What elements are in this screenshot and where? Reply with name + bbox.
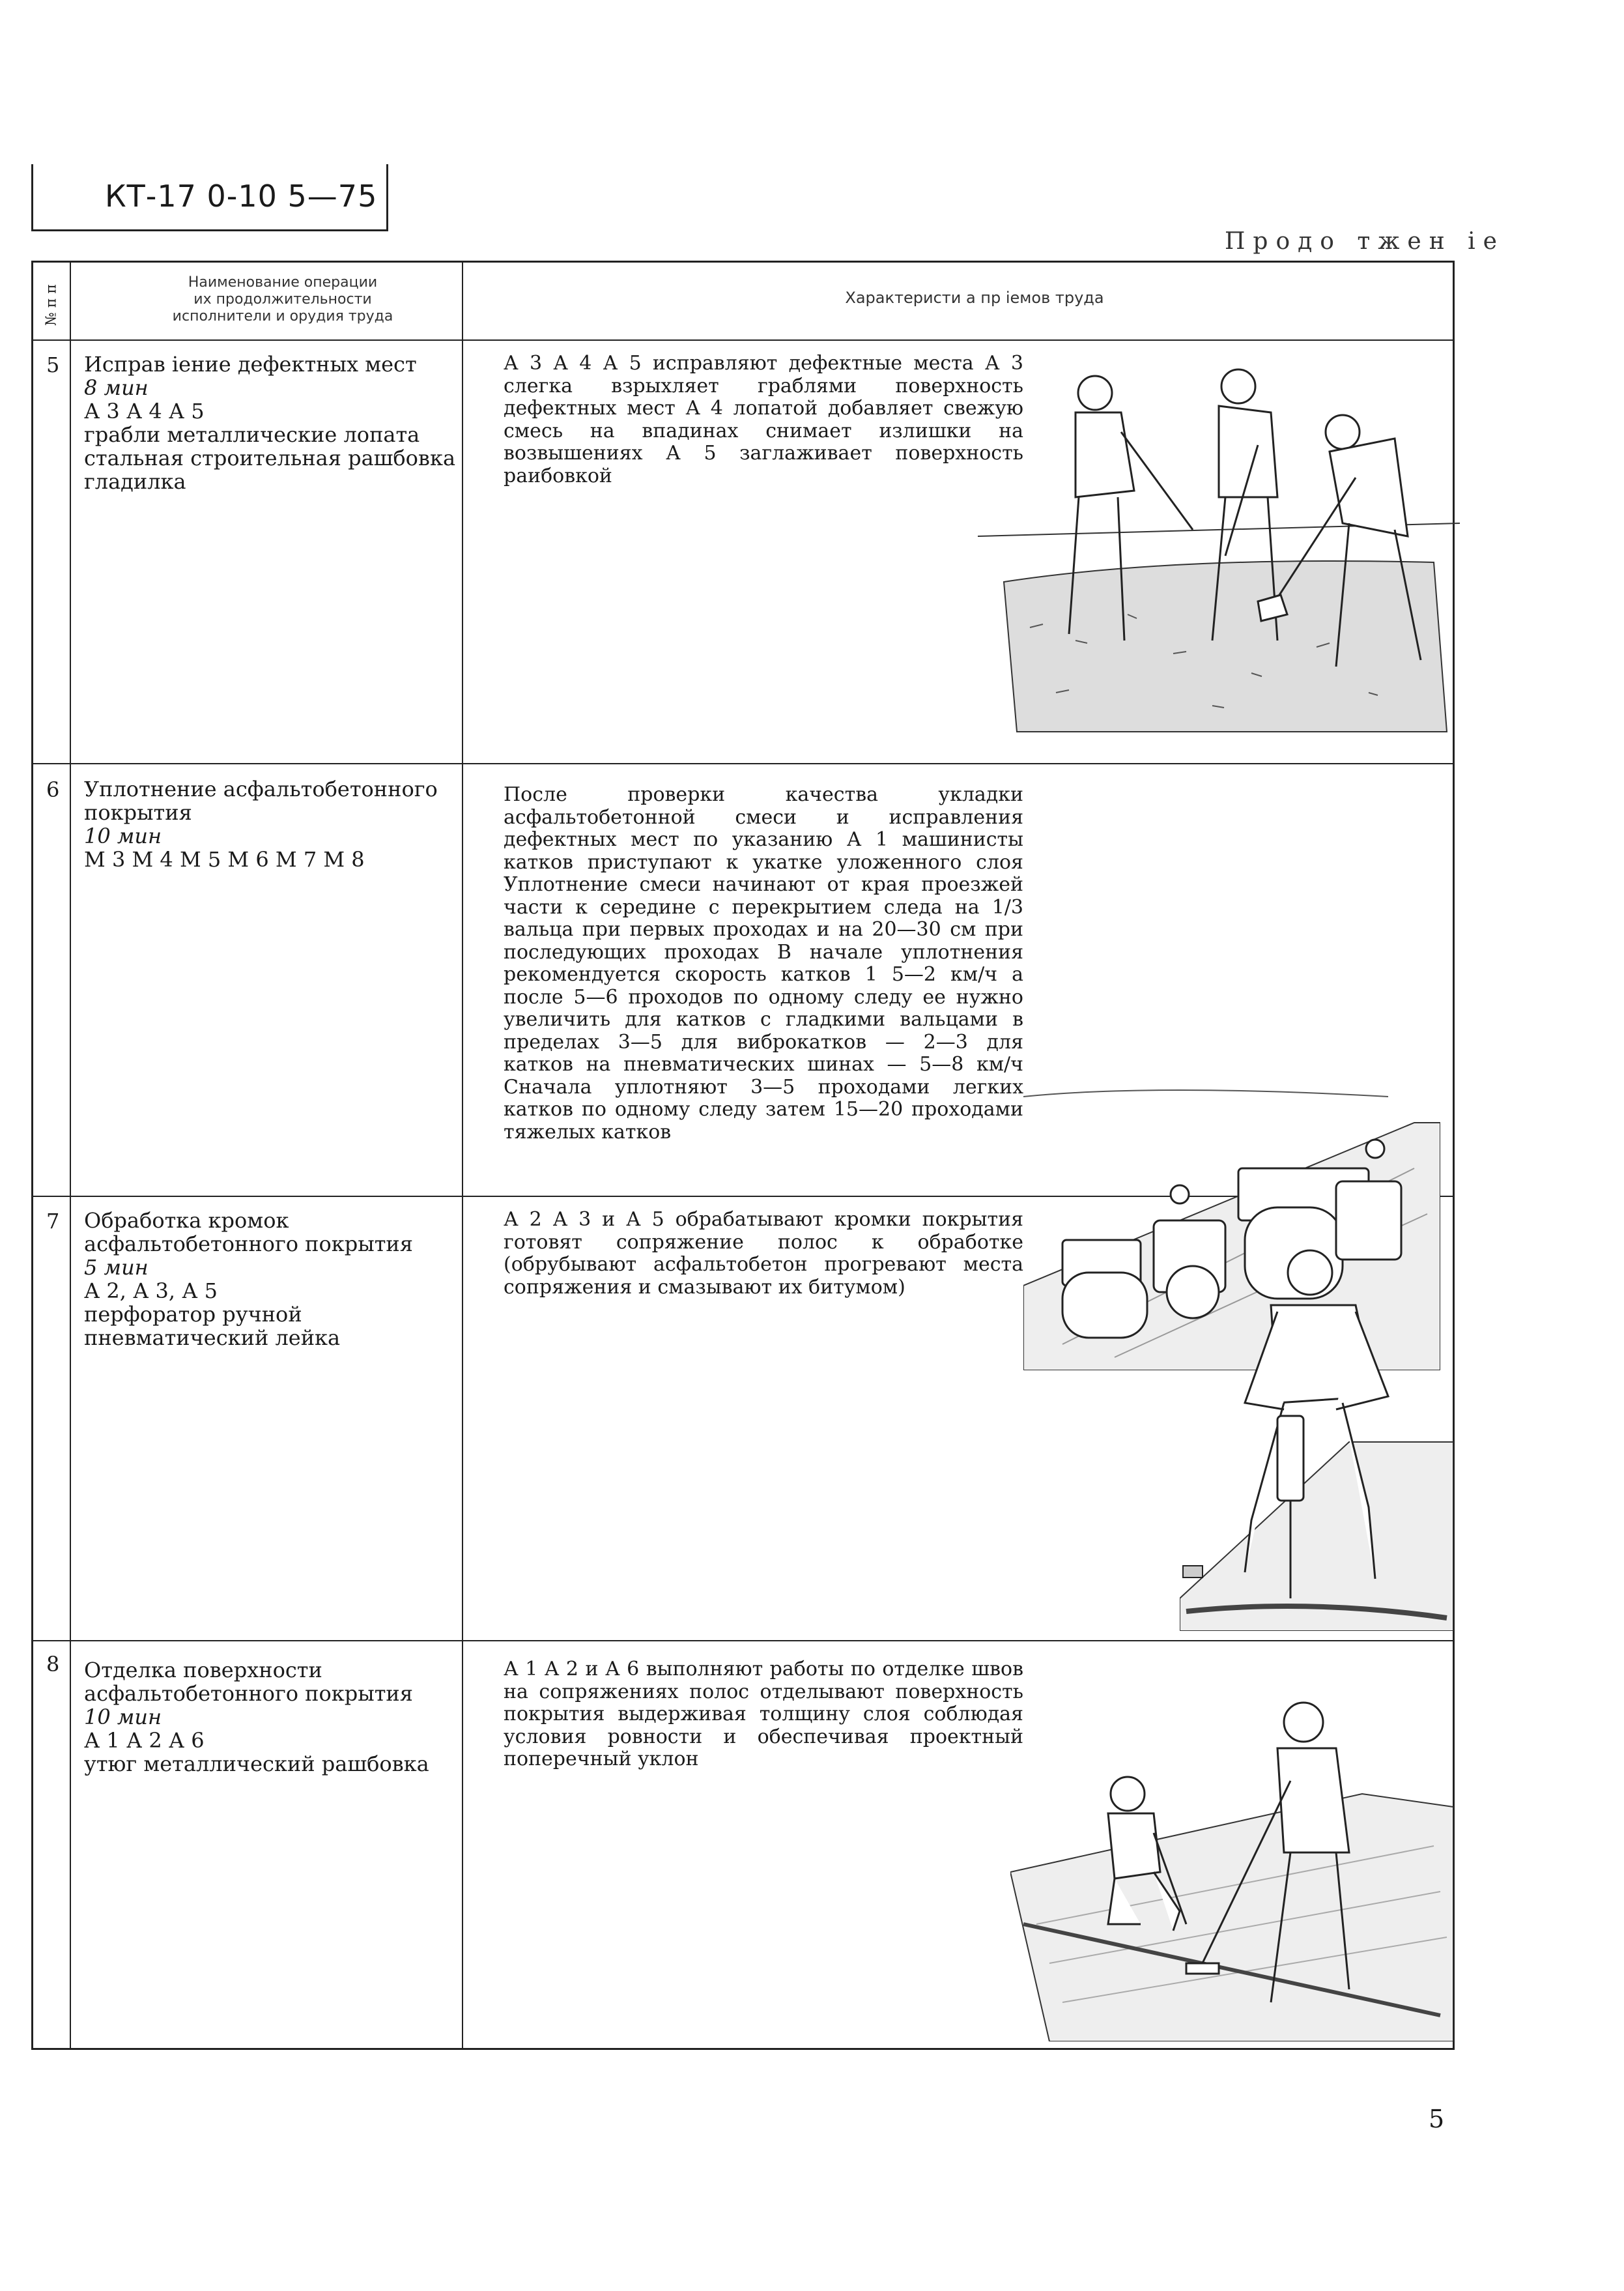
operation-name: Обработка кромок асфальтобетонного покрытия [84, 1208, 413, 1256]
page-number: 5 [1429, 2105, 1445, 2133]
characteristic-text: А 1 А 2 и А 6 выполняют работы по отделке швов на сопряжениях полос отделывают поверхность покрытия выдерживая толщину слоя соблюдая условия ровности и обеспечивая проектный поперечный уклон [504, 1658, 1023, 1770]
row-number: 8 [46, 1652, 60, 1677]
operation-tools: грабли металлические лопата стальная строительная рашбовка гладилка [84, 422, 463, 494]
operation-name: Уплотнение асфальтобетонного покрытия [84, 777, 444, 825]
operation-name: Исправ iение дефектных мест [84, 352, 417, 377]
continuation-label: Продо тжен ie [1225, 228, 1505, 255]
column-header-num: № п п [43, 283, 60, 326]
operation-duration: 10 мин [84, 1705, 162, 1729]
operation-performers: А 3 А 4 А 5 [84, 399, 205, 424]
surface-finishing-illustration [1010, 1677, 1453, 2041]
operation-cell [84, 353, 483, 493]
operation-cell [84, 777, 483, 871]
operations-table [31, 261, 1455, 2050]
operation-performers: А 2, А 3, А 5 [84, 1278, 218, 1303]
operation-duration: 8 мин [84, 375, 149, 400]
characteristic-text: А 2 А 3 и А 5 обрабатывают кромки покрытия готовят сопряжение полос к обработке (обрубывают асфальтобетон прогревают места сопряжения и смазывают их битумом) [504, 1208, 1023, 1299]
operation-cell [84, 1658, 483, 1776]
characteristic-text: После проверки качества укладки асфальтобетонной смеси и исправления дефектных мест по указанию А 1 машинисты катков приступают к укатке уложенного слоя Уплотнение смеси начинают от края проезжей части к середине с перекрытием следа на 1/3 вальца при первых проходах и на 20—30 см при последующих проходах В начале уплотнения рекомендуется скорость катков 1 5—2 км/ч а после 5—6 проходов по одному следу ее нужно увеличить для катков с гладкими вальцами в пределах 3—5 для виброкатков — 2—3 для катков на пневматических шинах — 5—8 км/ч Сначала уплотняют 3—5 проходами легких катков по одному следу затем 15—20 проходами тяжелых катков [504, 783, 1023, 1144]
operation-cell [84, 1209, 483, 1349]
operation-performers: А 1 А 2 А 6 [84, 1728, 205, 1753]
operation-performers: М 3 М 4 М 5 М 6 М 7 М 8 [84, 847, 365, 872]
operation-duration: 5 мин [84, 1255, 149, 1280]
doc-code: КТ-17 0-10 5—75 [105, 179, 378, 214]
row-number: 6 [46, 777, 60, 802]
row-number: 5 [46, 353, 60, 377]
workers-raking-illustration [978, 367, 1460, 745]
operation-tools: утюг металлический рашбовка [84, 1751, 429, 1776]
row-number: 7 [46, 1209, 60, 1233]
column-header-characteristic: Характеристи а пр iемов труда [845, 289, 1104, 307]
characteristic-text: А 3 А 4 А 5 исправляют дефектные места А 3 слегка взрыхляет граблями поверхность дефектных мест А 4 лопатой добавляет свежую смесь на впадинах снимает излишки на возвышениях А 5 заглаживает поверхность раибовкой [504, 352, 1023, 487]
column-header-name: Наименование операции их продолжительности исполнители и орудия труда [172, 274, 393, 324]
operation-tools: перфоратор ручной пневматический лейка [84, 1302, 341, 1350]
perforator-worker-illustration [1180, 1233, 1453, 1631]
doc-code-box [31, 164, 388, 231]
operation-name: Отделка поверхности асфальтобетонного покрытия [84, 1658, 413, 1706]
operation-duration: 10 мин [84, 824, 162, 848]
